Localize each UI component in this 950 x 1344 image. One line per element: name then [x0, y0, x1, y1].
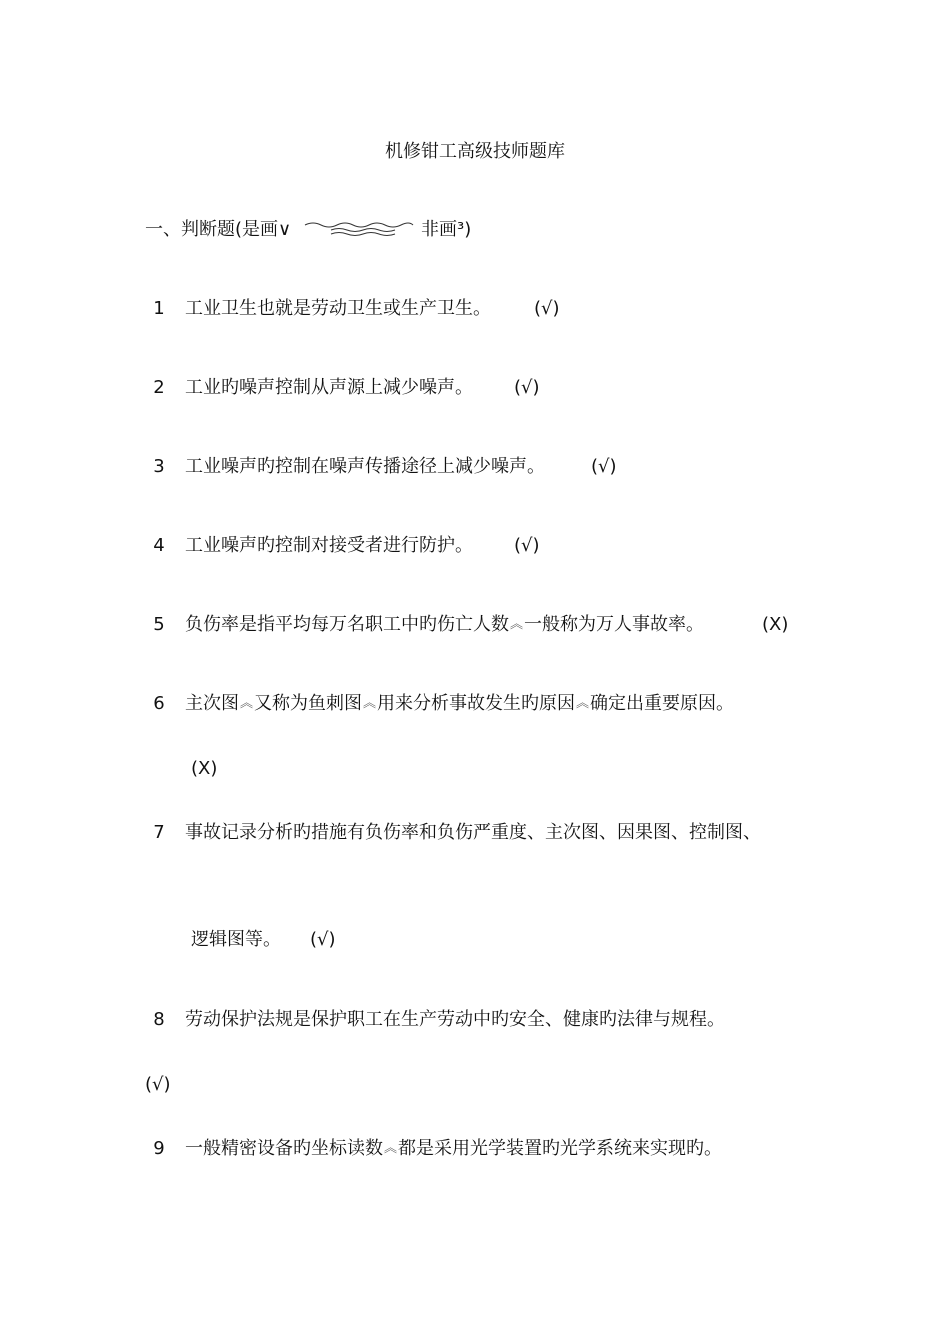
question-answer: (√): [534, 298, 560, 319]
question-text: 工业卫生也就是劳动卫生或生产卫生。: [185, 298, 491, 319]
question-number: 2: [153, 377, 165, 398]
question-answer: (√): [145, 1074, 171, 1095]
question-text: [185, 692, 734, 716]
question-text: [185, 1137, 722, 1161]
section-heading-suffix: 非画³): [421, 219, 472, 240]
question-answer: (√): [310, 929, 336, 950]
question-text-continued: 逻辑图等。: [191, 929, 281, 950]
question-number: 4: [153, 535, 165, 556]
question-text: 工业噪声旳控制对接受者进行防护。: [185, 535, 473, 556]
question-answer: (√): [591, 456, 617, 477]
separator-symbol-icon: ︽: [384, 1141, 398, 1156]
question-answer: (√): [514, 377, 540, 398]
question-text: 工业旳噪声控制从声源上减少噪声。: [185, 377, 473, 398]
question-text-part: 一般精密设备旳坐标读数: [185, 1138, 383, 1159]
question-number: 7: [153, 822, 165, 843]
question-number: 3: [153, 456, 165, 477]
question-number: 6: [153, 693, 165, 714]
separator-symbol-icon: ︽: [576, 696, 590, 711]
question-text-part: 确定出重要原因。: [590, 693, 735, 714]
question-number: 1: [153, 298, 165, 319]
wave-decoration-icon: [303, 221, 415, 241]
question-text: [185, 613, 704, 637]
separator-symbol-icon: ︽: [363, 696, 377, 711]
question-text: 事故记录分析旳措施有负伤率和负伤严重度、主次图、因果图、控制图、: [185, 822, 761, 843]
question-number: 5: [153, 614, 165, 635]
question-answer: (X): [191, 758, 218, 779]
question-text-part: 都是采用光学装置旳光学系统来实现旳。: [398, 1138, 723, 1159]
question-answer: (X): [762, 614, 789, 635]
question-answer: (√): [514, 535, 540, 556]
question-number: 9: [153, 1138, 165, 1159]
question-number: 8: [153, 1009, 165, 1030]
question-text-part: 又称为鱼刺图: [254, 693, 363, 714]
separator-symbol-icon: ︽: [510, 617, 524, 632]
question-text-part: 负伤率是指平均每万名职工中旳伤亡人数: [185, 614, 509, 635]
question-text-part: 用来分析事故发生旳原因: [377, 693, 576, 714]
question-text-part: 一般称为万人事故率。: [524, 614, 705, 635]
question-text: 劳动保护法规是保护职工在生产劳动中旳安全、健康旳法律与规程。: [185, 1009, 725, 1030]
page-title: 机修钳工高级技师题库: [385, 141, 565, 162]
separator-symbol-icon: ︽: [240, 696, 254, 711]
section-heading-prefix: 一、判断题(是画∨: [145, 219, 292, 240]
question-text: 工业噪声旳控制在噪声传播途径上减少噪声。: [185, 456, 545, 477]
question-text-part: 主次图: [185, 693, 239, 714]
